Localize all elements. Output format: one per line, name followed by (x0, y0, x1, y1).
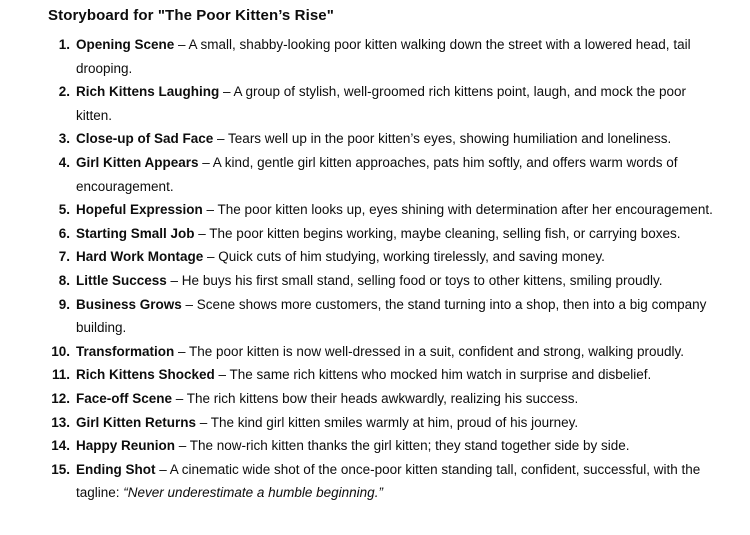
list-item (48, 80, 722, 127)
step-number: 14. (51, 438, 70, 454)
step-description: – Scene shows more customers, the stand turning into a shop, then into a big company building. (76, 296, 707, 336)
list-item (48, 151, 722, 198)
step-description: – A small, shabby-looking poor kitten walking down the street with a lowered head, tail drooping. (76, 37, 691, 76)
step-name: Opening Scene (76, 37, 175, 52)
storyboard-list (48, 33, 722, 505)
step-description: – The poor kitten begins working, maybe cleaning, selling fish, or carrying boxes. (194, 225, 681, 241)
tagline-quote: “Never underestimate a humble beginning.” (123, 485, 383, 501)
step-description: – The poor kitten is now well-dressed in a suit, confident and strong, walking proudly. (174, 343, 685, 359)
step-number: 11. (51, 367, 70, 383)
step-name: Close-up of Sad Face (76, 131, 214, 147)
list-item (48, 340, 722, 364)
step-name: Girl Kitten Appears (76, 154, 199, 170)
list-item (48, 127, 722, 151)
step-name: Rich Kittens Shocked (76, 367, 215, 383)
step-number: 12. (51, 390, 70, 406)
list-item (48, 33, 722, 80)
step-name: Happy Reunion (76, 438, 176, 454)
step-description: – He buys his first small stand, selling food or toys to other kittens, smiling proudly. (166, 272, 663, 288)
list-item (48, 458, 722, 505)
step-number: 4. (58, 154, 70, 170)
step-description: – The same rich kittens who mocked him watch in surprise and disbelief. (214, 367, 652, 383)
step-description: – A group of stylish, well-groomed rich kittens point, laugh, and mock the poor kitten. (76, 84, 687, 123)
step-number: 15. (51, 461, 70, 477)
step-number: 2. (58, 84, 70, 100)
step-number: 5. (58, 202, 70, 218)
step-number: 6. (58, 225, 70, 241)
step-name: Business Grows (76, 296, 182, 312)
step-name: Rich Kittens Laughing (76, 84, 220, 100)
step-description: – Tears well up in the poor kitten’s eyes, showing humiliation and loneliness. (213, 131, 672, 147)
list-item (48, 387, 722, 411)
step-number: 9. (58, 296, 70, 312)
step-description: – Quick cuts of him studying, working tirelessly, and saving money. (203, 249, 605, 265)
list-item (48, 269, 722, 293)
step-number: 13. (51, 414, 70, 430)
step-description: – The poor kitten looks up, eyes shining with determination after her encouragement. (202, 202, 713, 218)
step-number: 1. (58, 37, 70, 52)
list-item (48, 411, 722, 435)
step-description: – A cinematic wide shot of the once-poor kitten standing tall, confident, successful, with the tagline: (76, 461, 701, 501)
step-number: 7. (58, 249, 70, 265)
step-description: – The now-rich kitten thanks the girl kitten; they stand together side by side. (175, 438, 630, 454)
list-item (48, 198, 722, 222)
list-item (48, 363, 722, 387)
step-name: Girl Kitten Returns (76, 414, 197, 430)
step-description: – The rich kittens bow their heads awkwardly, realizing his success. (172, 390, 579, 406)
list-item (48, 222, 722, 246)
step-name: Hard Work Montage (76, 249, 204, 265)
document-title: Storyboard for "The Poor Kitten’s Rise" (48, 7, 334, 24)
step-name: Little Success (76, 272, 167, 288)
step-number: 3. (58, 131, 70, 147)
list-item (48, 293, 722, 340)
step-description: – The kind girl kitten smiles warmly at him, proud of his journey. (196, 414, 579, 430)
step-description: – A kind, gentle girl kitten approaches, pats him softly, and offers warm words of encouragement. (76, 154, 678, 194)
step-name: Ending Shot (76, 461, 156, 477)
step-name: Face-off Scene (76, 390, 173, 406)
step-name: Hopeful Expression (76, 202, 203, 218)
step-name: Starting Small Job (76, 225, 195, 241)
step-number: 8. (58, 272, 70, 288)
list-item (48, 434, 722, 458)
list-item (48, 245, 722, 269)
step-number: 10. (51, 343, 70, 359)
step-name: Transformation (76, 343, 175, 359)
